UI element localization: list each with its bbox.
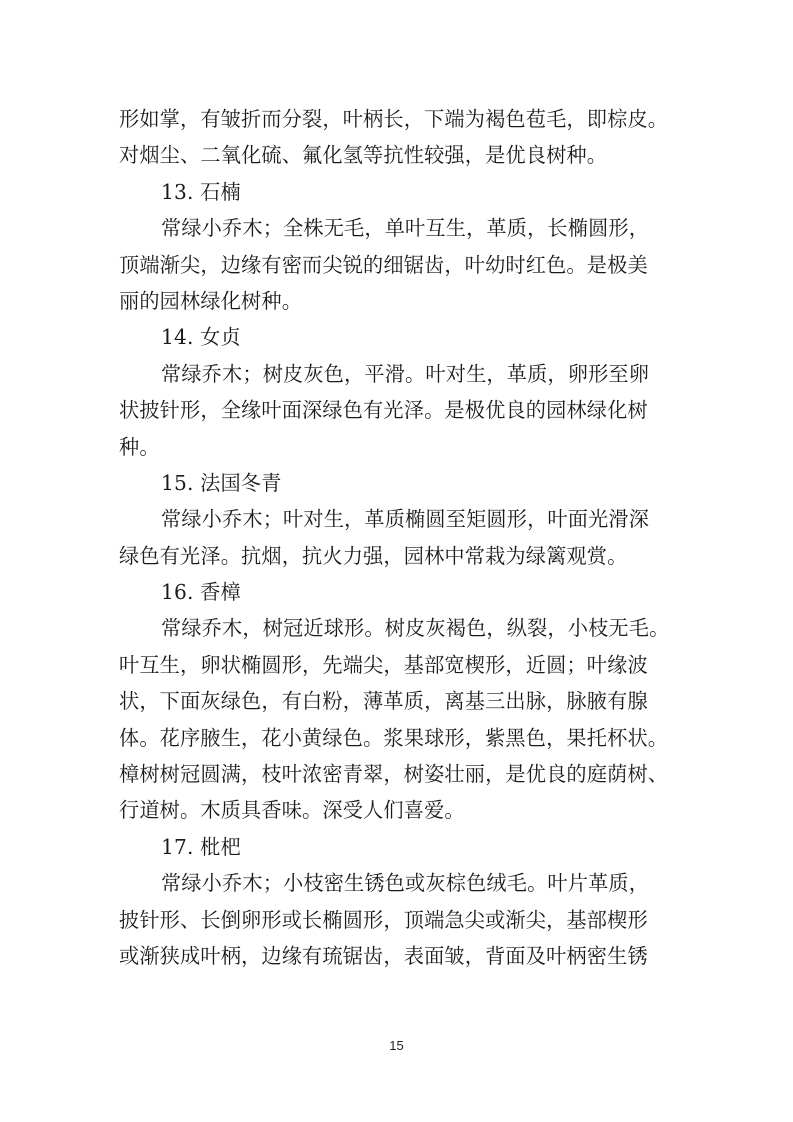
text-line: 顶端渐尖，边缘有密而尖锐的细锯齿，叶幼时红色。是极美 <box>119 252 648 277</box>
text-line: 种。 <box>119 434 160 459</box>
text-line: 绿色有光泽。抗烟，抗火力强，园林中常栽为绿篱观赏。 <box>119 543 628 568</box>
text-line: 丽的园林绿化树种。 <box>119 288 303 313</box>
text-line: 体。花序腋生，花小黄绿色。浆果球形，紫黑色，果托杯状。 <box>119 725 669 750</box>
text-line: 叶互生，卵状椭圆形，先端尖，基部宽楔形，近圆；叶缘波 <box>119 652 648 677</box>
text-line: 常绿乔木；树皮灰色，平滑。叶对生，革质，卵形至卵 <box>161 361 650 386</box>
text-line: 常绿乔木，树冠近球形。树皮灰褐色，纵裂，小枝无毛。 <box>161 616 670 641</box>
text-line: 常绿小乔木；全株无毛，单叶互生，革质，长椭圆形， <box>161 216 650 241</box>
section-heading: 16. 香樟 <box>161 580 241 605</box>
page-body <box>119 101 675 974</box>
text-line: 状，下面灰绿色，有白粉，薄革质，离基三出脉，脉腋有腺 <box>119 689 648 714</box>
text-line: 形如掌，有皱折而分裂，叶柄长，下端为褐色苞毛，即棕皮。 <box>119 107 669 131</box>
text-line: 樟树树冠圆满，枝叶浓密青翠，树姿壮丽，是优良的庭荫树、 <box>119 762 669 787</box>
text-line: 披针形、长倒卵形或长椭圆形，顶端急尖或渐尖，基部楔形 <box>119 907 648 932</box>
section-heading: 13. 石楠 <box>161 179 241 204</box>
text-line: 状披针形，全缘叶面深绿色有光泽。是极优良的园林绿化树 <box>119 398 648 423</box>
text-line: 常绿小乔木；小枝密生锈色或灰棕色绒毛。叶片革质， <box>161 871 650 896</box>
text-line: 或渐狭成叶柄，边缘有琉锯齿，表面皱，背面及叶柄密生锈 <box>119 943 648 968</box>
section-heading: 17. 枇杷 <box>161 834 241 859</box>
text-line: 行道树。木质具香味。深受人们喜爱。 <box>119 798 465 823</box>
section-heading: 14. 女贞 <box>161 325 241 350</box>
text-line: 常绿小乔木；叶对生，革质椭圆至矩圆形，叶面光滑深 <box>161 507 650 532</box>
text-line: 对烟尘、二氧化硫、氟化氢等抗性较强，是优良树种。 <box>119 143 608 168</box>
page-number: 15 <box>389 1038 404 1053</box>
section-heading: 15. 法国冬青 <box>161 470 282 495</box>
